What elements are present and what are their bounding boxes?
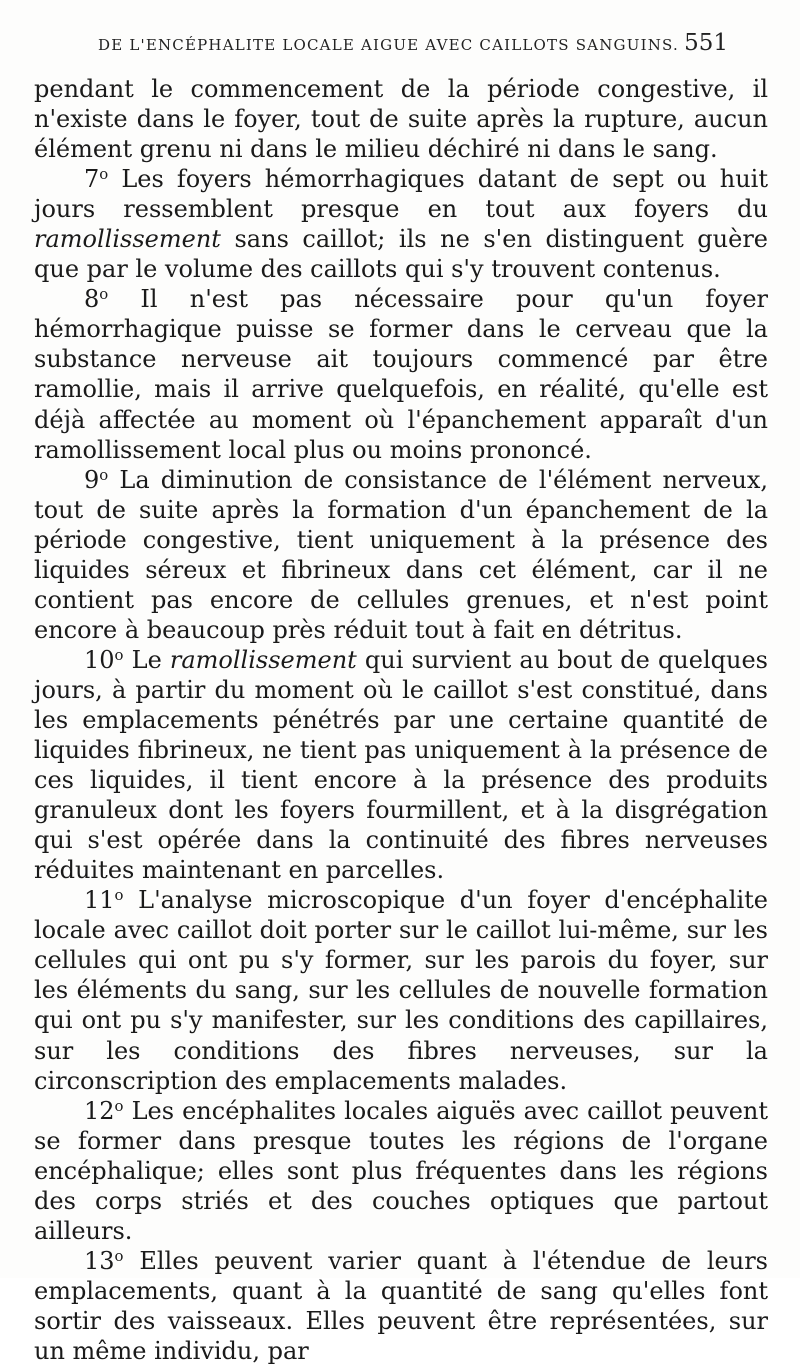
paragraph-8 xyxy=(34,284,768,464)
paragraph-number: 7 xyxy=(84,165,100,194)
paragraph-text: Elles peuvent varier quant à l'étendue de leurs emplacements, quant à la quantité de sang qu'elles font sortir des vaisseaux. Elles peuvent être représentées, sur un même individu, par xyxy=(34,1246,768,1365)
paragraph-text: Il n'est pas nécessaire pour qu'un foyer hémorrhagique puisse se former dans le cerveau que la substance nerveuse ait toujours commencé par être ramollie, mais il arrive quelquefois, en réalité, qu'elle est déjà affectée au moment où l'épanchement apparaît d'un ramollissement local plus ou moins prononcé. xyxy=(34,285,768,464)
paragraph-9 xyxy=(34,465,768,645)
ordinal-mark: o xyxy=(114,1246,124,1265)
paragraph-number: 10 xyxy=(84,645,115,674)
paragraph-10 xyxy=(34,645,768,885)
running-head xyxy=(98,30,728,60)
ordinal-mark: o xyxy=(99,285,109,304)
paragraph-text: sans caillot; ils ne s'en distinguent guère que par le volume des caillots qui s'y trouvent contenus. xyxy=(34,225,768,284)
paragraph-number: 11 xyxy=(84,886,115,915)
page-number: 551 xyxy=(684,30,728,56)
italic-term: ramollissement xyxy=(169,645,357,674)
paragraph-13 xyxy=(34,1246,768,1366)
paragraph-text: Le xyxy=(131,645,162,674)
paragraph-number: 8 xyxy=(84,285,100,314)
paragraph-7 xyxy=(34,164,768,284)
paragraph-12 xyxy=(34,1096,768,1246)
paragraph-text: Les foyers hémorrhagiques datant de sept ou huit jours ressemblent presque en tout aux foyers du xyxy=(34,165,768,224)
running-title: DE L'ENCÉPHALITE LOCALE AIGUE AVEC CAILLOTS SANGUINS. xyxy=(98,36,679,54)
paragraph-11 xyxy=(34,885,768,1095)
italic-term: ramollissement xyxy=(34,225,221,254)
paragraph-number: 12 xyxy=(84,1096,115,1125)
paragraph-number: 13 xyxy=(84,1246,115,1275)
ordinal-mark: o xyxy=(114,645,124,664)
paragraph-text: qui survient au bout de quelques jours, à partir du moment où le caillot s'est constitué, dans les emplacements pénétrés par une certaine quantité de liquides fibrineux, ne tient pas uniquement à la présence de ces liquides, il tient encore à la présence des produits granuleux dont les foyers fourmillent, et à la disgrégation qui s'est opérée dans la continuité des fibres nerveuses réduites maintenant en parcelles. xyxy=(34,645,768,885)
paragraph-6-continuation xyxy=(34,74,768,164)
body-text xyxy=(34,74,768,1366)
ordinal-mark: o xyxy=(99,465,109,484)
paragraph-text: Les encéphalites locales aiguës avec caillot peuvent se former dans presque toutes les régions de l'organe encéphalique; elles sont plus fréquentes dans les régions des corps striés et des couches optiques que partout ailleurs. xyxy=(34,1096,768,1245)
ordinal-mark: o xyxy=(114,1096,124,1115)
paragraph-text: L'analyse microscopique d'un foyer d'encéphalite locale avec caillot doit porter sur le caillot lui-même, sur les cellules qui ont pu s'y former, sur les parois du foyer, sur les éléments du sang, sur les cellules de nouvelle formation qui ont pu s'y manifester, sur les conditions des capillaires, sur les conditions des fibres nerveuses, sur la circonscription des emplacements malades. xyxy=(34,886,768,1095)
ordinal-mark: o xyxy=(114,886,124,905)
paragraph-text: pendant le commencement de la période congestive, il n'existe dans le foyer, tout de suite après la rupture, aucun élément grenu ni dans le milieu déchiré ni dans le sang. xyxy=(34,75,768,164)
paragraph-text: La diminution de consistance de l'élément nerveux, tout de suite après la formation d'un épanchement de la période congestive, tient uniquement à la présence des liquides séreux et fibrineux dans cet élément, car il ne contient pas encore de cellules grenues, et n'est point encore à beaucoup près réduit tout à fait en détritus. xyxy=(34,465,768,644)
paragraph-number: 9 xyxy=(84,465,100,494)
ordinal-mark: o xyxy=(99,164,109,183)
